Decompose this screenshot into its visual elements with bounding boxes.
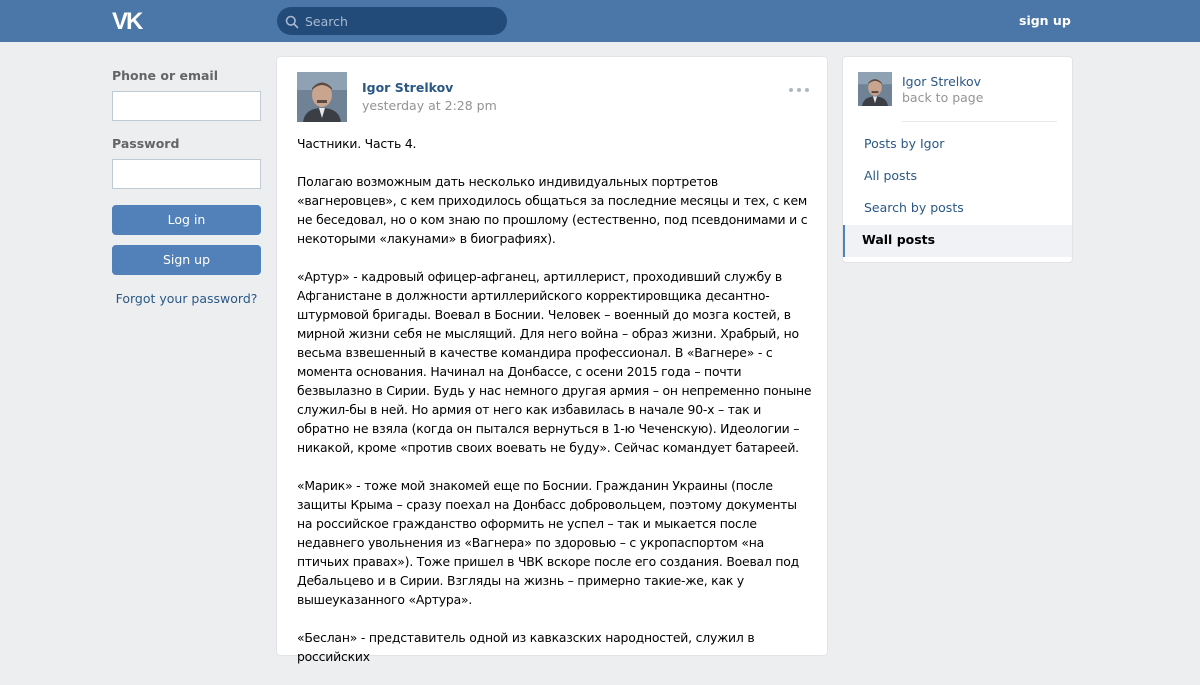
post-paragraph: «Артур» - кадровый офицер-афганец, артиллерист, проходивший службу в Афганистане в должности артиллерийского корректировщика десантно-штурмовой бригады. Воевал в Боснии. Человек – военный до мозга костей, в мирной жизни себя не мыслящий. Для него война – образ жизни. Храбрый, но весьма взвешенный в качестве командира профессионал. В «Вагнере» - с момента основания. Начинал на Донбассе, с осени 2015 года – почти безвылазно в Сирии. Будь у нас немного другая армия – он непременно поныне служил-бы в ней. Но армия от него как избавилась в начале 90-х – так и обратно не взяла (когда он пытался вернуться в 1-ю Чеченскую). Идеологии – никакой, кроме «против своих воевать не буду». Сейчас командует батареей. xyxy=(297,269,812,455)
profile-sidebar xyxy=(842,56,1073,263)
forgot-password-link[interactable]: Forgot your password? xyxy=(115,291,258,306)
sidebar-item-wall-posts[interactable]: Wall posts xyxy=(843,225,1072,257)
sidebar-menu xyxy=(843,129,1072,257)
post-paragraph: Частники. Часть 4. xyxy=(297,136,417,151)
svg-text:VK: VK xyxy=(112,8,142,35)
sidebar-avatar[interactable] xyxy=(858,72,892,106)
search-input[interactable] xyxy=(305,7,501,35)
post-paragraph: «Марик» - тоже мой знакомей еще по Боснии. Гражданин Украины (после защиты Крыма – сразу поехал на Донбасс добровольцем, поэтому документы на российское гражданство оформить не успел – так и мыкается после недавнего увольнения из «Вагнера» по здоровью – с укропаспортом «на птичьих правах»). Тоже пришел в ЧВК вскоре после его создания. Воевал под Дебальцево и в Сирии. Взгляды на жизнь – примерно такие-же, как у вышеуказанного «Артура». xyxy=(297,478,800,607)
back-to-page-link[interactable]: back to page xyxy=(902,90,984,105)
top-bar xyxy=(0,0,1200,42)
sidebar-profile-link[interactable]: Igor Strelkov xyxy=(902,74,982,89)
sidebar-item-all-posts[interactable]: All posts xyxy=(864,168,917,183)
search-box[interactable] xyxy=(277,7,507,35)
signup-button[interactable]: Sign up xyxy=(112,245,261,275)
search-icon xyxy=(285,14,299,28)
sidebar-item-posts-by-igor[interactable]: Posts by Igor xyxy=(864,136,945,151)
phone-field[interactable] xyxy=(112,91,261,121)
password-label: Password xyxy=(112,136,180,151)
login-button[interactable]: Log in xyxy=(112,205,261,235)
wall-post xyxy=(276,56,828,664)
more-dots-icon[interactable] xyxy=(788,86,810,94)
sidebar-divider xyxy=(902,121,1057,122)
password-field[interactable] xyxy=(112,159,261,189)
post-timestamp[interactable]: yesterday at 2:28 pm xyxy=(362,98,497,113)
post-author-link[interactable]: Igor Strelkov xyxy=(362,80,454,95)
header-signup-link[interactable]: sign up xyxy=(1019,13,1071,28)
post-text xyxy=(297,134,812,685)
phone-label: Phone or email xyxy=(112,68,218,83)
login-form xyxy=(112,68,261,306)
post-paragraph: Полагаю возможным дать несколько индивидуальных портретов «вагнеровцев», с кем приходилось общаться за последние месяцы и тех, с кем не беседовал, но о ком знаю по прошлому (естественно, под псевдонимами и с некоторыми «лакунами» в биографиях). xyxy=(297,174,808,246)
author-avatar[interactable] xyxy=(297,72,347,122)
sidebar-item-search-by-posts[interactable]: Search by posts xyxy=(864,200,964,215)
post-paragraph: «Беслан» - представитель одной из кавказских народностей, служил в российских xyxy=(297,630,755,664)
vk-logo-icon[interactable] xyxy=(112,8,146,35)
